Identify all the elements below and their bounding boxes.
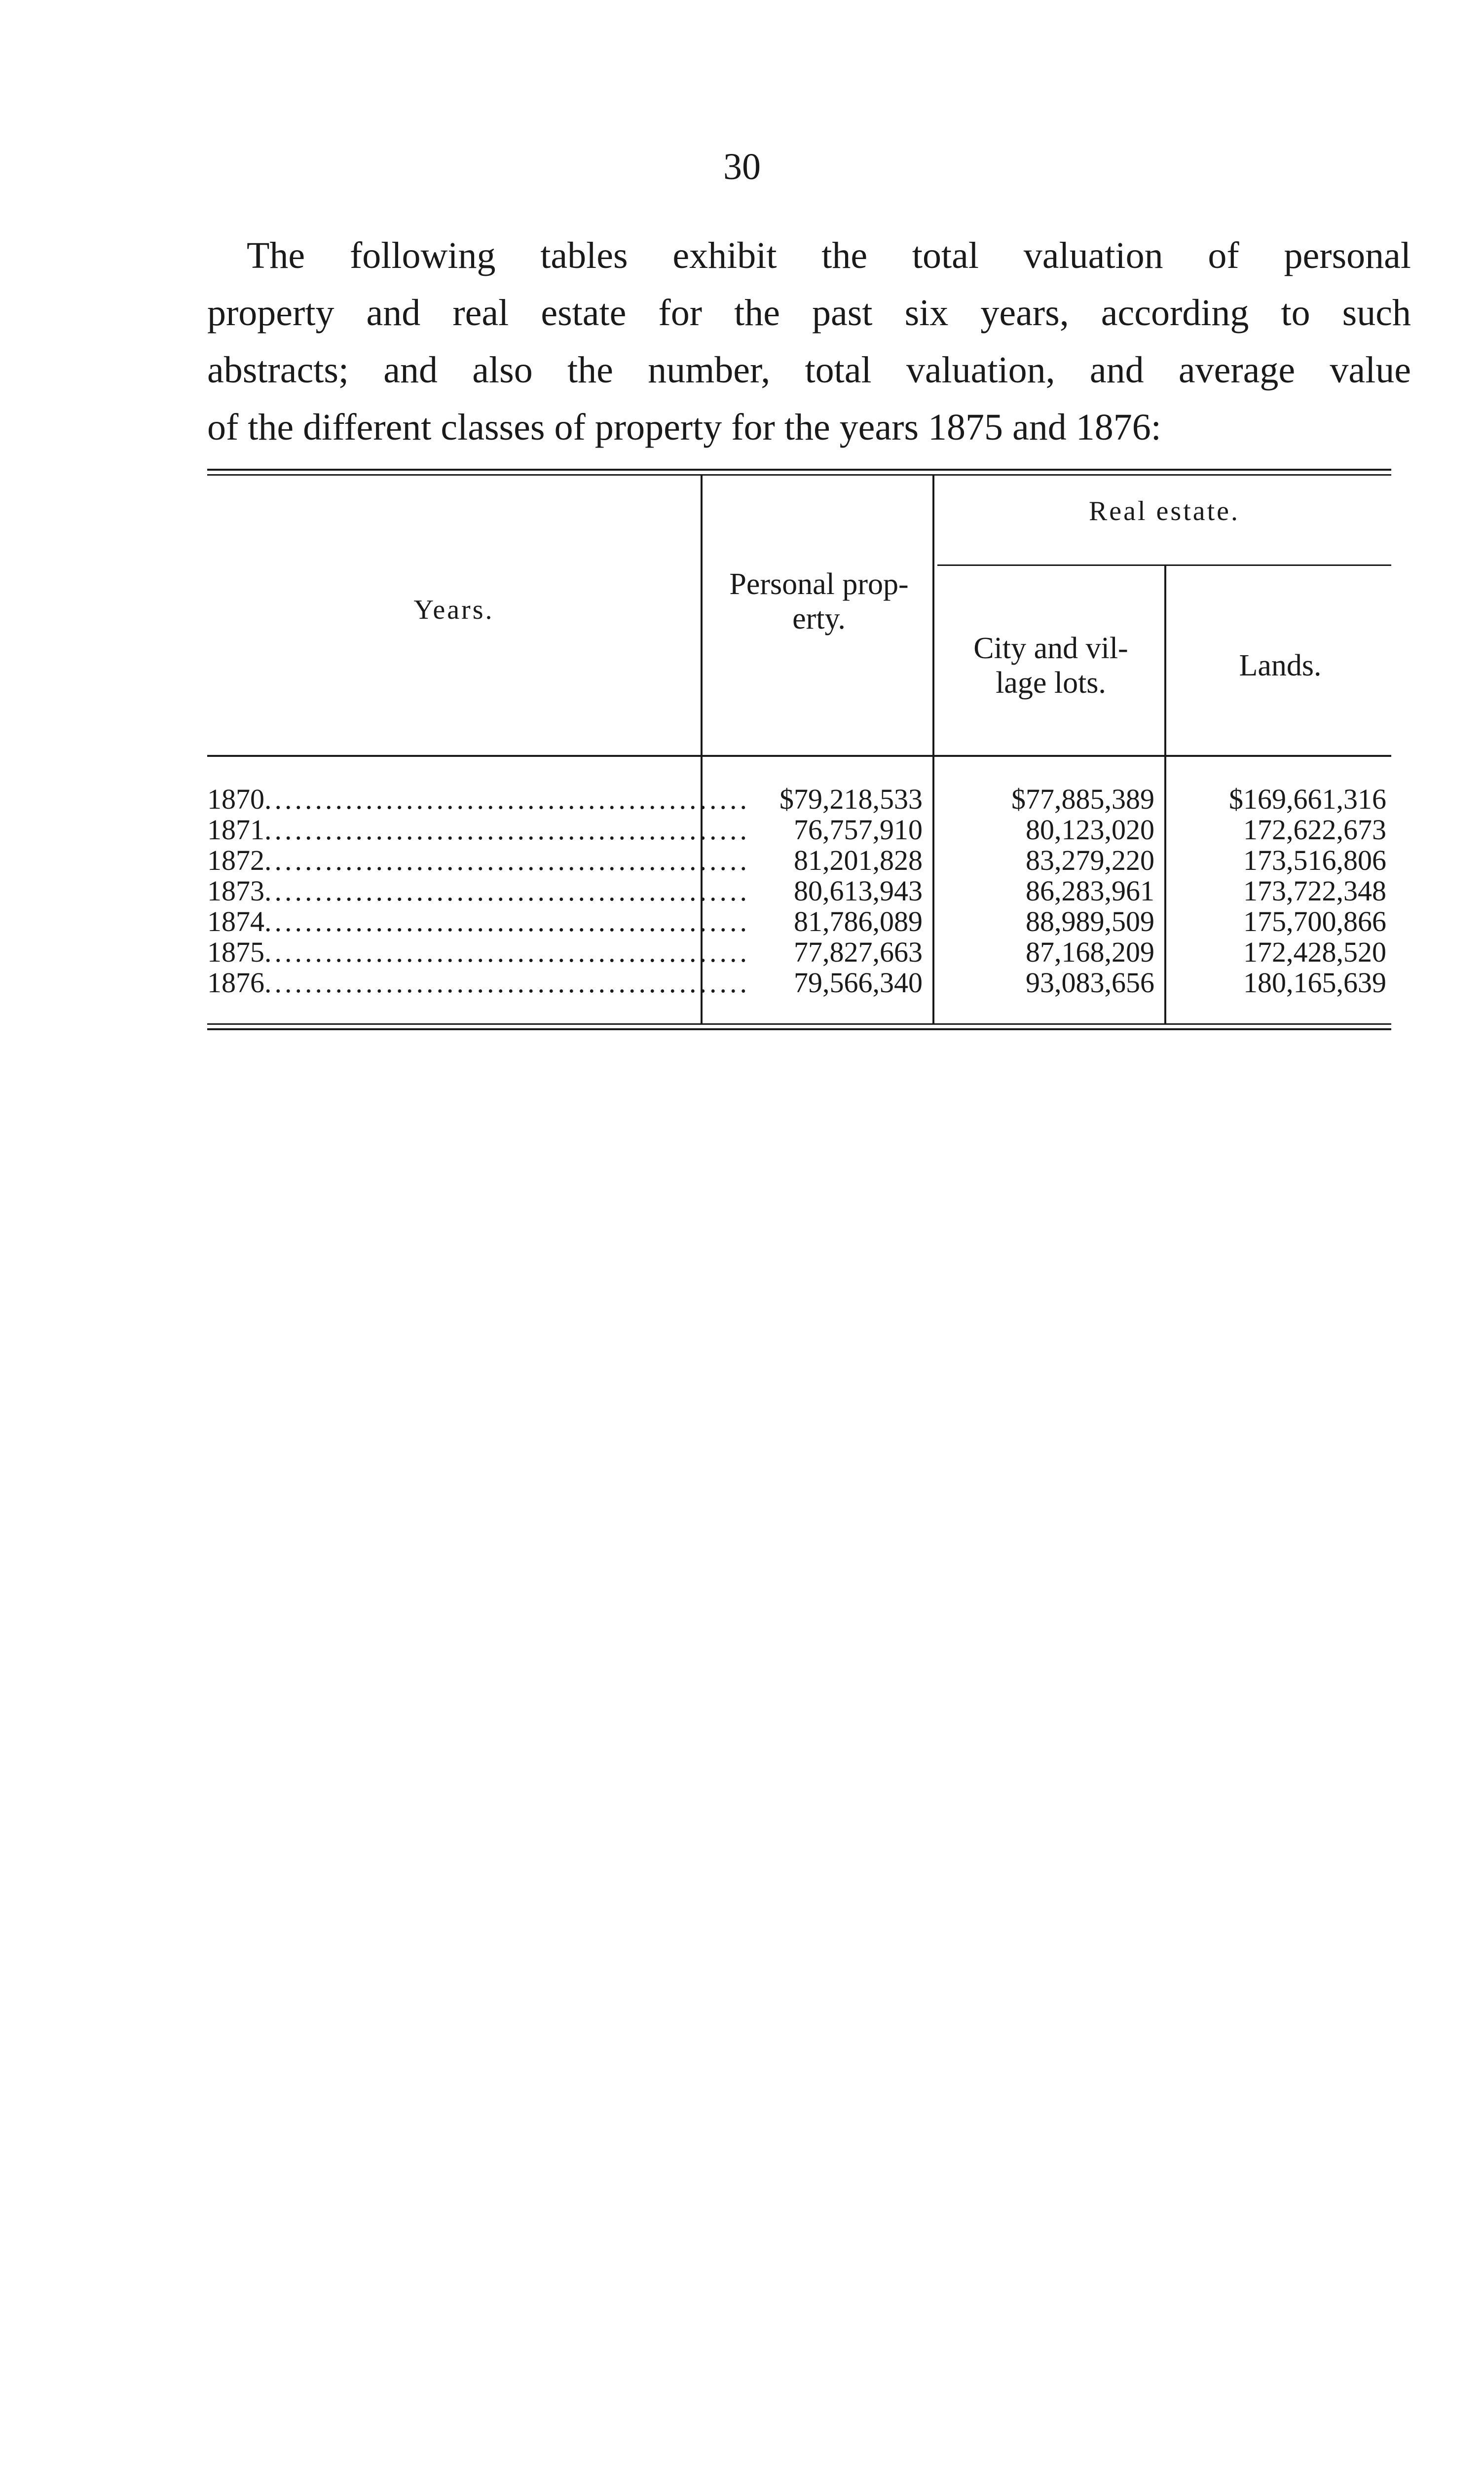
city-cell: 93,083,656 bbox=[1026, 967, 1154, 999]
personal-header-line: Personal prop- bbox=[729, 567, 909, 601]
column-divider bbox=[701, 476, 703, 757]
year-cell: 1870................................................ bbox=[207, 783, 750, 815]
table-row bbox=[207, 906, 1391, 937]
lands-cell: 180,165,639 bbox=[1243, 967, 1386, 999]
personal-property-header bbox=[705, 567, 932, 636]
lands-cell: 173,516,806 bbox=[1243, 844, 1386, 876]
paragraph-line: of the different classes of property for the years 1875 and 1876: bbox=[207, 407, 1161, 448]
table-row bbox=[207, 784, 1391, 815]
year-cell: 1874................................................ bbox=[207, 905, 750, 937]
column-divider bbox=[1164, 565, 1166, 757]
personal-cell: 77,827,663 bbox=[794, 936, 923, 968]
paragraph-line: abstracts; and also the number, total valuation, and average value bbox=[207, 349, 1411, 391]
city-cell: 88,989,509 bbox=[1026, 905, 1154, 937]
years-header-label: Years. bbox=[413, 595, 494, 625]
real-estate-header: Real estate. bbox=[1088, 496, 1240, 526]
personal-cell: 76,757,910 bbox=[794, 814, 923, 846]
paragraph-line: property and real estate for the past six years, according to such bbox=[207, 292, 1411, 334]
personal-cell: 79,566,340 bbox=[794, 967, 923, 999]
lands-cell: 172,622,673 bbox=[1243, 814, 1386, 846]
city-cell: 86,283,961 bbox=[1026, 875, 1154, 907]
years-header bbox=[207, 594, 701, 626]
table-bottom-rule bbox=[207, 1023, 1391, 1030]
lands-cell: 175,700,866 bbox=[1243, 905, 1386, 937]
personal-header-line: erty. bbox=[792, 602, 846, 635]
city-cell: 87,168,209 bbox=[1026, 936, 1154, 968]
year-cell: 1871................................................ bbox=[207, 814, 750, 846]
table-body bbox=[207, 757, 1391, 1023]
city-lots-header bbox=[937, 631, 1164, 700]
personal-cell: 80,613,943 bbox=[794, 875, 923, 907]
lands-cell: 173,722,348 bbox=[1243, 875, 1386, 907]
city-cell: 83,279,220 bbox=[1026, 844, 1154, 876]
real-estate-rule bbox=[937, 564, 1391, 566]
valuation-table bbox=[207, 469, 1391, 1030]
city-header-line: lage lots. bbox=[996, 666, 1106, 700]
year-cell: 1872................................................ bbox=[207, 844, 750, 876]
personal-cell: $79,218,533 bbox=[779, 783, 923, 815]
table-row bbox=[207, 876, 1391, 906]
table-header bbox=[207, 476, 1391, 757]
personal-cell: 81,201,828 bbox=[794, 844, 923, 876]
city-header-line: City and vil- bbox=[973, 632, 1128, 665]
year-cell: 1876................................................ bbox=[207, 967, 750, 999]
intro-paragraph bbox=[207, 227, 1411, 456]
lands-cell: $169,661,316 bbox=[1229, 783, 1386, 815]
city-cell: 80,123,020 bbox=[1026, 814, 1154, 846]
city-cell: $77,885,389 bbox=[1011, 783, 1154, 815]
year-cell: 1873................................................ bbox=[207, 875, 750, 907]
lands-header: Lands. bbox=[1239, 649, 1322, 682]
paragraph-line: The following tables exhibit the total valuation of personal bbox=[247, 235, 1411, 276]
page-number: 30 bbox=[723, 146, 761, 187]
table-row bbox=[207, 815, 1391, 845]
table-row bbox=[207, 845, 1391, 876]
column-divider bbox=[932, 476, 934, 757]
table-row bbox=[207, 937, 1391, 968]
year-cell: 1875................................................ bbox=[207, 936, 750, 968]
personal-cell: 81,786,089 bbox=[794, 905, 923, 937]
lands-cell: 172,428,520 bbox=[1243, 936, 1386, 968]
table-row bbox=[207, 968, 1391, 998]
table-top-rule bbox=[207, 469, 1391, 476]
